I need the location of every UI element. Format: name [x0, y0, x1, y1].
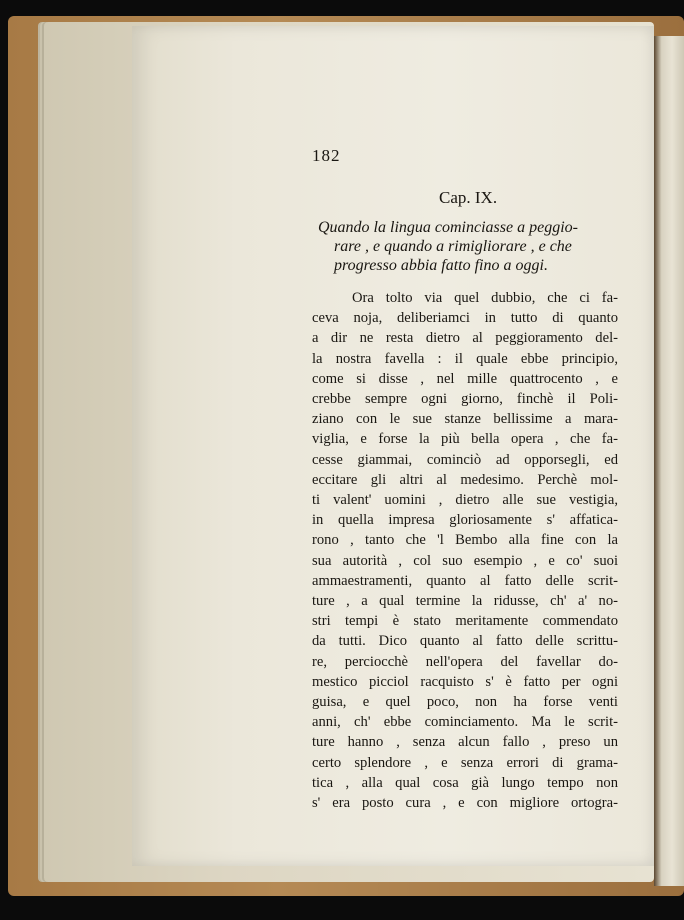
body-line: ture hanno , senza alcun fallo , preso un — [312, 734, 618, 751]
body-line: anni, ch' ebbe cominciamento. Ma le scrit- — [312, 714, 618, 731]
body-line: certo splendore , e senza errori di grama- — [312, 754, 618, 771]
body-line: a dir ne resta dietro al peggioramento del- — [312, 330, 618, 347]
body-paragraph — [312, 288, 618, 813]
body-line: guisa, e quel poco, non ha forse venti — [312, 694, 618, 711]
body-line: la nostra favella : il quale ebbe principio, — [312, 350, 618, 367]
body-line: come si disse , nel mille quattrocento , e — [312, 370, 618, 387]
subtitle-line: Quando la lingua cominciasse a peggio- — [318, 219, 578, 236]
body-line: ziano con le sue stanze bellissime a mara- — [312, 411, 618, 428]
subtitle-line: progresso abbia fatto fino a oggi. — [334, 257, 548, 274]
body-line: ti valent' uomini , dietro alle sue vestigia, — [312, 492, 618, 509]
chapter-subtitle — [318, 218, 624, 275]
body-line: tica , alla qual cosa già lungo tempo non — [312, 774, 618, 791]
body-line: sua autorità , col suo esempio , e co' suoi — [312, 552, 618, 569]
body-line: ture , a qual termine la ridusse, ch' a' no- — [312, 593, 618, 610]
body-line: viglia, e forse la più bella opera , che fa- — [312, 431, 618, 448]
body-line: da tutti. Dico quanto al fatto delle scrittu- — [312, 633, 618, 650]
chapter-heading: Cap. IX. — [439, 188, 498, 207]
page-number: 182 — [312, 146, 341, 165]
body-line: re, perciocchè nell'opera del favellar do- — [312, 653, 618, 670]
body-line: mestico picciol racquisto s' è fatto per ogni — [312, 673, 618, 690]
body-line: stri tempi è stato meritamente commendato — [312, 613, 618, 630]
body-line: ceva noja, deliberiamci in tutto di quanto — [312, 310, 618, 327]
body-line: in quella impresa gloriosamente s' affatica- — [312, 512, 618, 529]
subtitle-line: rare , e quando a rimigliorare , e che — [334, 238, 572, 255]
body-line: crebbe sempre ogni giorno, finchè il Poli- — [312, 391, 618, 408]
body-line: s' era posto cura , e con migliore ortogra- — [312, 795, 618, 812]
body-line: rono , tanto che 'l Bembo alla fine con la — [312, 532, 618, 549]
body-line: eccitare gli altri al medesimo. Perchè mol- — [312, 471, 618, 488]
body-line: cesse giammai, cominciò ad opporsegli, ed — [312, 451, 618, 468]
body-line: Ora tolto via quel dubbio, che ci fa- — [352, 290, 618, 306]
facing-page-edge — [654, 36, 684, 886]
body-line: ammaestramenti, quanto al fatto delle scrit- — [312, 572, 618, 589]
